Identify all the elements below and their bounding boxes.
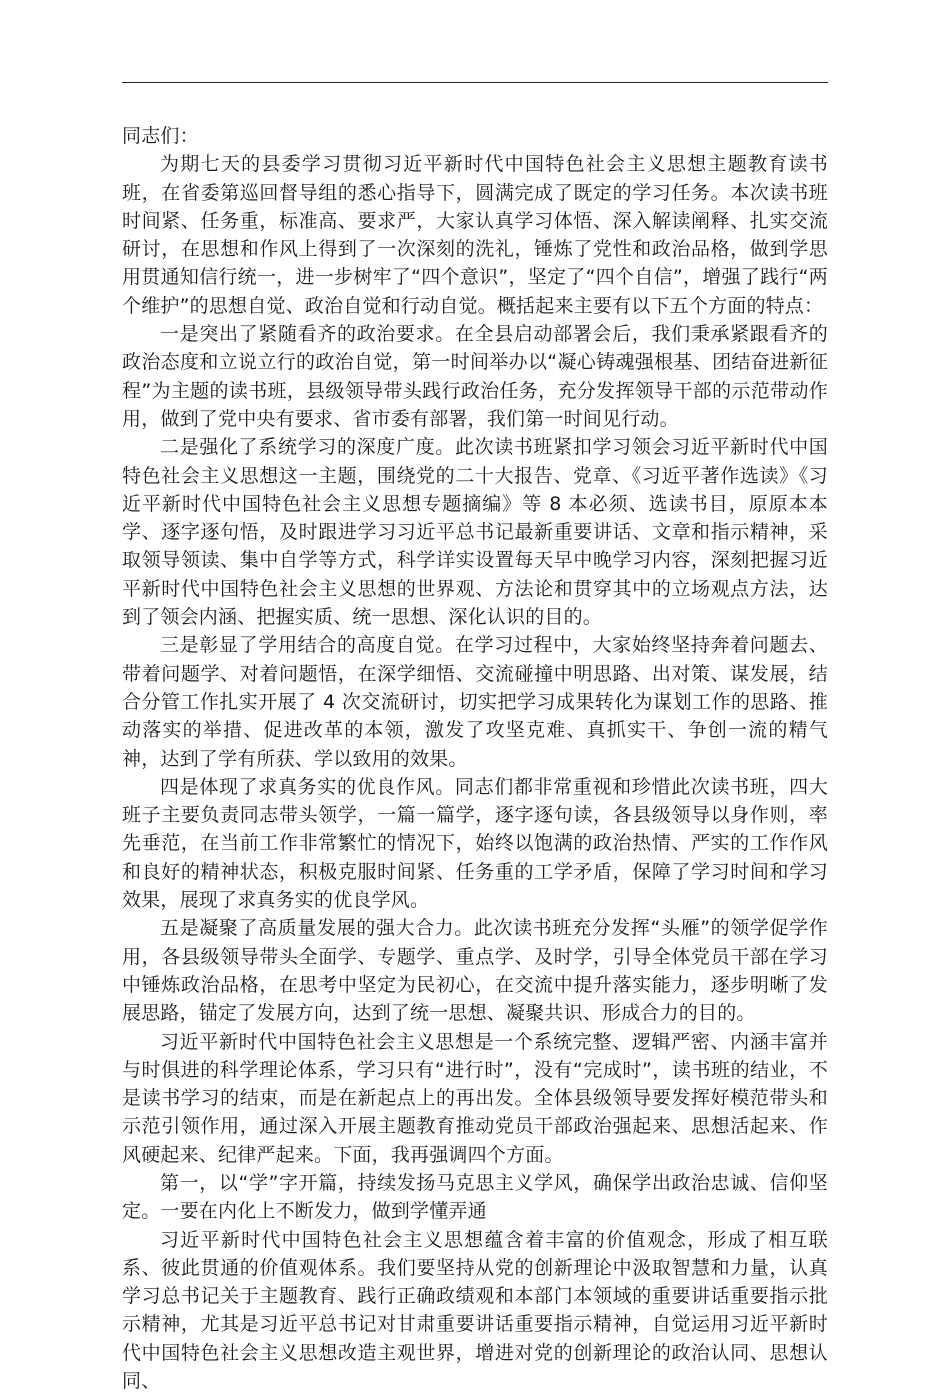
paragraph-section-1-heading: 第一，以“学”字开篇，持续发扬马克思主义学风，确保学出政治忠诚、信仰坚定。一要在内化上不断发力，做到学懂弄通 xyxy=(122,1171,828,1223)
paragraph-section-1-body: 习近平新时代中国特色社会主义思想蕴含着丰富的价值观念，形成了相互联系、彼此贯通的价值观体系。我们要坚持从党的创新理论中汲取智慧和力量，认真学习总书记关于主题教育、践行正确政绩观和本部门本领域的重要讲话重要指示批示精神，尤其是习近平总书记对甘肃重要讲话重要指示精神，自觉运用习近平新时代中国特色社会主义思想改造主观世界，增进对党的创新理论的政治认同、思想认同、 xyxy=(122,1228,828,1393)
paragraph-point-5: 五是凝聚了高质量发展的强大合力。此次读书班充分发挥“头雁”的领学促学作用，各县级领导带头全面学、专题学、重点学、及时学，引导全体党员干部在学习中锤炼政治品格，在思考中坚定为民初心，在交流中提升落实能力，逐步明晰了发展思路，锚定了发展方向，达到了统一思想、凝聚共识、形成合力的目的。 xyxy=(122,917,828,1025)
paragraph-transition: 习近平新时代中国特色社会主义思想是一个系统完整、逻辑严密、内涵丰富并与时俱进的科学理论体系，学习只有“进行时”，没有“完成时”，读书班的结业，不是读书学习的结束，而是在新起点上的再出发。全体县级领导要发挥好模范带头和示范引领作用，通过深入开展主题教育推动党员干部政治强起来、思想活起来、作风硬起来、纪律严起来。下面，我再强调四个方面。 xyxy=(122,1030,828,1166)
paragraph-intro: 为期七天的县委学习贯彻习近平新时代中国特色社会主义思想主题教育读书班，在省委第巡回督导组的悉心指导下，圆满完成了既定的学习任务。本次读书班时间紧、任务重，标准高、要求严，大家认真学习体悟、深入解读阐释、扎实交流研讨，在思想和作风上得到了一次深刻的洗礼，锤炼了党性和政治品格，做到学思用贯通知信行统一，进一步树牢了“四个意识”，坚定了“四个自信”，增强了践行“两个维护”的思想自觉、政治自觉和行动自觉。概括起来主要有以下五个方面的特点： xyxy=(122,153,828,317)
header-rule xyxy=(122,82,828,83)
document-body xyxy=(122,122,828,1395)
paragraph-point-4: 四是体现了求真务实的优良作风。同志们都非常重视和珍惜此次读书班，四大班子主要负责同志带头领学，一篇一篇学，逐字逐句读，各县级领导以身作则，率先垂范，在当前工作非常繁忙的情况下，始终以饱满的政治热情、严实的工作作风和良好的精神状态，积极克服时间紧、任务重的工学矛盾，保障了学习时间和学习效果，展现了求真务实的优良学风。 xyxy=(122,775,828,912)
paragraph-point-1: 一是突出了紧随看齐的政治要求。在全县启动部署会后，我们秉承紧跟看齐的政治态度和立说立行的政治自觉，第一时间举办以“凝心铸魂强根基、团结奋进新征程”为主题的读书班，县级领导带头践行政治任务，充分发挥领导干部的示范带动作用，做到了党中央有要求、省市委有部署，我们第一时间见行动。 xyxy=(122,323,828,430)
paragraph-point-2: 二是强化了系统学习的深度广度。此次读书班紧扣学习领会习近平新时代中国特色社会主义思想这一主题，围绕党的二十大报告、党章、《习近平著作选读》《习近平新时代中国特色社会主义思想专题摘编》等 8 本必须、选读书目，原原本本学、逐字逐句悟，及时跟进学习习近平总书记最新重要讲话、文章和指示精神，采取领导领读、集中自学等方式，科学详实设置每天早中晚学习内容，深刻把握习近平新时代中国特色社会主义思想的世界观、方法论和贯穿其中的立场观点方法，达到了领会内涵、把握实质、统一思想、深化认识的目的。 xyxy=(122,436,828,629)
salutation: 同志们： xyxy=(122,125,199,147)
paragraph-point-3: 三是彰显了学用结合的高度自觉。在学习过程中，大家始终坚持奔着问题去、带着问题学、对着问题悟，在深学细悟、交流碰撞中明思路、出对策、谋发展，结合分管工作扎实开展了 4 次交流研讨，切实把学习成果转化为谋划工作的思路、推动落实的举措、促进改革的本领，激发了攻坚克难、真抓实干、争创一流的精气神，达到了学有所获、学以致用的效果。 xyxy=(122,634,828,770)
